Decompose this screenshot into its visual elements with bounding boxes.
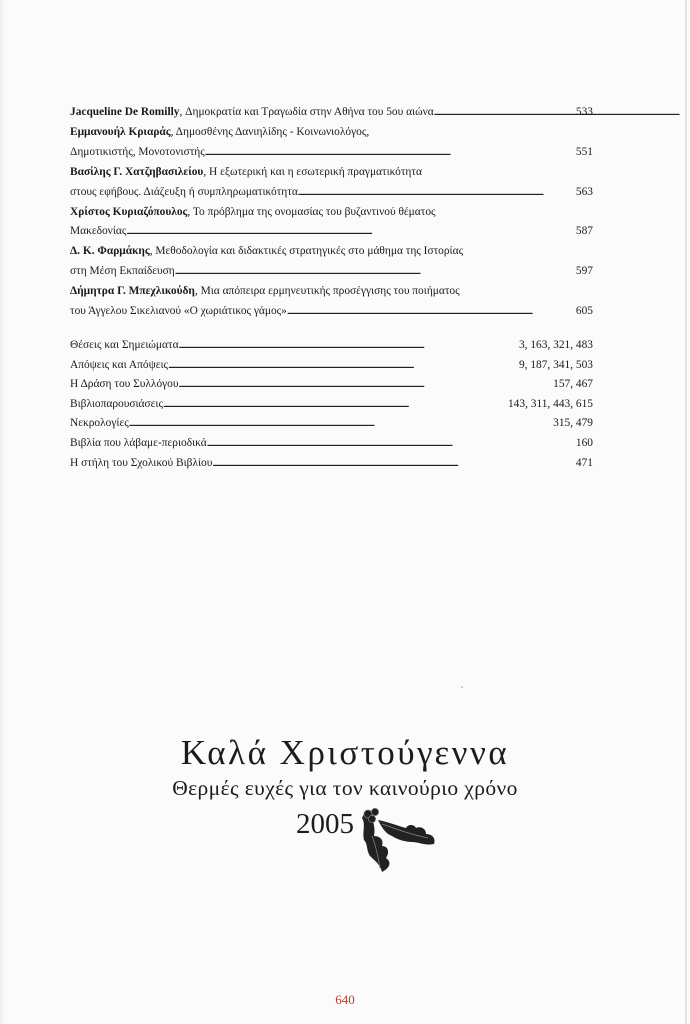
toc-page-number: 533 <box>575 106 593 118</box>
section-label: Βιβλία που λάβαμε-περιοδικά <box>70 436 207 449</box>
toc-article <box>70 242 593 282</box>
dot-leader <box>129 414 553 434</box>
toc-title: , Το πρόβλημα της ονομασίας του βυζαντινού θέματος <box>187 205 436 218</box>
toc-author: Δήμητρα Γ. Μπεχλικούδη <box>70 285 195 298</box>
toc-page-number: 597 <box>575 265 593 278</box>
toc-text <box>70 123 369 143</box>
section-pages: 143, 311, 443, 615 <box>507 397 593 410</box>
dot-leader <box>205 143 576 163</box>
section-line <box>70 414 593 434</box>
toc-text <box>70 103 434 123</box>
dot-leader <box>175 262 576 282</box>
section-line <box>70 336 593 356</box>
dot-leader <box>179 375 554 395</box>
dot-leader <box>163 395 508 415</box>
toc-line <box>70 262 593 282</box>
dot-leader <box>126 222 576 242</box>
toc-title: , Μεθοδολογία και διδακτικές στρατηγικές στο μάθημα της Ιστορίας <box>149 245 464 258</box>
section-label: Βιβλιοπαρουσιάσεις <box>70 397 164 410</box>
toc-author: Εμμανουήλ Κριαράς <box>70 125 171 138</box>
toc-article <box>70 203 593 243</box>
greeting-year: 2005 <box>296 808 354 840</box>
toc-line <box>70 242 593 262</box>
section-pages: 315, 479 <box>553 417 593 430</box>
dot-leader <box>168 356 519 376</box>
toc-author: Δ. Κ. Φαρμάκης <box>70 245 150 258</box>
toc-line <box>70 103 593 123</box>
toc-text <box>70 203 436 223</box>
dot-leader <box>434 103 576 123</box>
section-label: Νεκρολογίες <box>70 417 129 430</box>
holly-icon <box>358 806 438 878</box>
section-label: Η Δράση του Συλλόγου <box>70 378 179 391</box>
section-index <box>70 336 593 473</box>
toc-line <box>70 203 593 223</box>
dot-leader <box>207 434 576 454</box>
new-year-wishes: Θερμές ευχές για τον καινούριο χρόνο <box>172 776 518 800</box>
toc-page-number: 587 <box>575 225 593 238</box>
section-line <box>70 395 593 415</box>
page-edge-right <box>685 0 687 1024</box>
toc-title-continued: στους εφήβους. Διάζευξη ή συμπληρωματικότητα <box>70 185 298 198</box>
section-label: Απόψεις και Απόψεις <box>70 358 169 371</box>
section-pages: 157, 467 <box>553 378 593 391</box>
toc-article <box>70 282 593 322</box>
section-pages: 3, 163, 321, 483 <box>518 339 593 351</box>
dot-leader <box>212 454 576 474</box>
toc-text <box>70 163 422 183</box>
toc-title-continued: του Άγγελου Σικελιανού «Ο χωριάτικος γάμος» <box>70 305 287 318</box>
toc-line <box>70 222 593 242</box>
toc-author: Jacqueline De Romilly <box>70 106 180 118</box>
toc-title-continued: στη Μέση Εκπαίδευση <box>70 265 175 278</box>
section-label: Η στήλη του Σχολικού Βιβλίου <box>70 456 213 469</box>
toc-title: , Η εξωτερική και η εσωτερική πραγματικότητα <box>203 165 422 178</box>
section-line <box>70 454 593 474</box>
toc-article <box>70 123 593 163</box>
dot-leader <box>298 183 576 203</box>
toc-title-continued: Δημοτικιστής, Μονοτονιστής <box>70 145 205 158</box>
paper-speck <box>461 686 463 688</box>
toc-title: , Μια απόπειρα ερμηνευτικής προσέγγισης του ποιήματος <box>194 285 460 298</box>
section-pages: 471 <box>575 456 593 469</box>
dot-leader <box>179 336 519 356</box>
toc-line <box>70 302 593 322</box>
toc-line <box>70 183 593 203</box>
toc-title: , Δημοσθένης Δανιηλίδης - Κοινωνιολόγος, <box>170 125 370 138</box>
page-number: 640 <box>335 992 355 1007</box>
toc-title: , Δημοκρατία και Τραγωδία στην Αθήνα του 5ου αιώνα <box>179 106 434 118</box>
section-line <box>70 434 593 454</box>
page-edge-left <box>0 0 6 1024</box>
toc-text <box>70 282 460 302</box>
section-pages: 160 <box>575 436 593 449</box>
toc-article <box>70 163 593 203</box>
toc-page-number: 605 <box>575 305 593 318</box>
toc-line <box>70 163 593 183</box>
section-pages: 9, 187, 341, 503 <box>518 358 593 371</box>
toc-author: Βασίλης Γ. Χατζηβασιλείου <box>70 165 204 178</box>
toc-line <box>70 123 593 143</box>
toc-article <box>70 103 593 123</box>
toc-line <box>70 143 593 163</box>
section-line <box>70 375 593 395</box>
toc-text <box>70 242 463 262</box>
table-of-contents <box>70 103 593 322</box>
christmas-greeting-title: Καλά Χριστούγεννα <box>180 733 510 772</box>
section-line <box>70 356 593 376</box>
toc-line <box>70 282 593 302</box>
toc-page-number: 551 <box>575 145 593 158</box>
toc-title-continued: Μακεδονίας <box>70 225 127 238</box>
section-label: Θέσεις και Σημειώματα <box>70 339 179 351</box>
toc-author: Χρίστος Κυριαζόπουλος <box>70 205 188 218</box>
dot-leader <box>287 302 576 322</box>
toc-page-number: 563 <box>575 185 593 198</box>
